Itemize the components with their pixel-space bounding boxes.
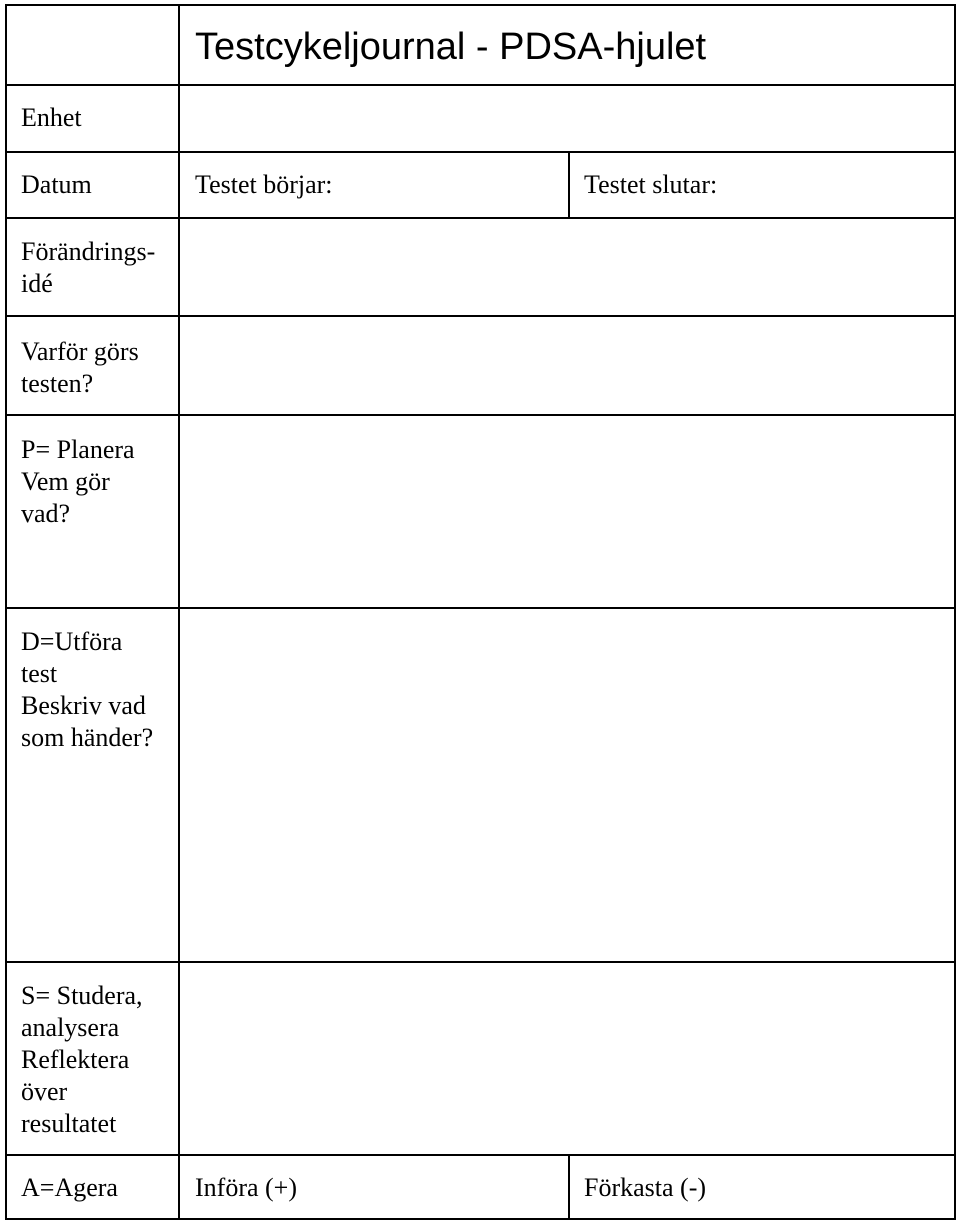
label-line: D=Utföra [21, 627, 123, 656]
label-line: resultatet [21, 1109, 117, 1138]
label-line: Varför görs [21, 337, 139, 366]
label-line: Beskriv vad [21, 691, 146, 720]
enhet-label: Enhet [21, 103, 82, 132]
study-field[interactable] [180, 963, 954, 1154]
do-field[interactable] [180, 609, 954, 961]
label-line: Förändrings- [21, 237, 156, 266]
adopt-field[interactable]: Införa (+) [195, 1173, 297, 1202]
datum-label: Datum [21, 170, 92, 199]
change-idea-label [7, 236, 155, 300]
row-divider [7, 151, 954, 153]
label-line: Reflektera [21, 1045, 130, 1074]
plan-label [7, 434, 135, 530]
page-title: Testcykeljournal - PDSA-hjulet [195, 26, 707, 68]
label-line: S= Studera, [21, 981, 143, 1010]
label-line: som händer? [21, 723, 154, 752]
datum-split-divider [568, 151, 570, 217]
label-line: Vem gör [21, 467, 110, 496]
why-test-field[interactable] [180, 317, 954, 414]
label-line: analysera [21, 1013, 120, 1042]
change-idea-field[interactable] [180, 219, 954, 315]
act-label: A=Agera [21, 1173, 118, 1202]
do-label [7, 626, 153, 754]
reject-field[interactable]: Förkasta (-) [584, 1173, 707, 1202]
test-end-field[interactable]: Testet slutar: [584, 170, 718, 199]
study-label [7, 980, 143, 1140]
journal-table [5, 4, 956, 1220]
row-divider [7, 1154, 954, 1156]
label-line: P= Planera [21, 435, 135, 464]
label-line: över [21, 1077, 68, 1106]
plan-field[interactable] [180, 416, 954, 607]
test-start-field[interactable]: Testet börjar: [195, 170, 333, 199]
label-line: idé [21, 269, 53, 298]
label-line: vad? [21, 499, 71, 528]
label-line: test [21, 659, 58, 688]
enhet-field[interactable] [180, 86, 954, 151]
why-test-label [7, 336, 139, 400]
label-line: testen? [21, 369, 94, 398]
agera-split-divider [568, 1154, 570, 1218]
